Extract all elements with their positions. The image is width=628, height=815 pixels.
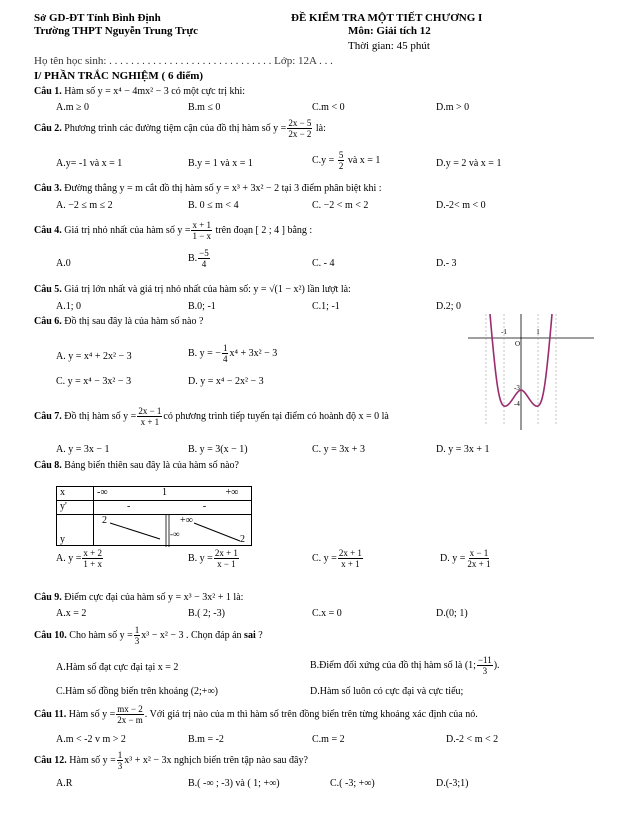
- q11-option-c: C.m = 2: [312, 734, 345, 745]
- question-12: Câu 12. Hàm số y = $\frac{1}{3}$ x³ + x² − 3x nghịch biến trên tập nào sau đây?: [34, 750, 308, 771]
- q4-option-d: D.- 3: [436, 258, 457, 269]
- q9-option-a: A.x = 2: [56, 608, 87, 619]
- q7-option-c: C. y = 3x + 3: [312, 444, 365, 455]
- vt-x-label: x: [57, 487, 94, 501]
- q7-option-b: B. y = 3(x − 1): [188, 444, 248, 455]
- exam-title: ĐỀ KIỂM TRA MỘT TIẾT CHƯƠNG I: [291, 12, 483, 24]
- vt-yprime-label: y': [57, 501, 94, 515]
- q6-option-d: D. y = x⁴ − 2x² − 3: [188, 376, 264, 387]
- question-10: Câu 10. Cho hàm số y = $\frac{1}{3}$ x³ − x² − 3 . Chọn đáp án sai ?: [34, 625, 263, 646]
- q10-option-b: B.Điểm đối xứng của đồ thị hàm số là (1; $\frac{-11}{3}$ ).: [310, 655, 500, 676]
- q8-option-c: C. y = $\frac{2x + 1}{x + 1}$: [312, 548, 362, 569]
- duration: Thời gian: 45 phút: [348, 40, 430, 52]
- q5-option-b: B.0; -1: [188, 301, 216, 312]
- vt-y-label: y: [57, 515, 94, 546]
- q1-option-b: B.m ≤ 0: [188, 102, 221, 113]
- q6-option-b: B. y = − $\frac{1}{4}$ x⁴ + 3x² − 3: [188, 343, 278, 364]
- q12-option-b: B.( -∞ ; -3) và ( 1; +∞): [188, 778, 280, 789]
- q9-option-d: D.(0; 1): [436, 608, 468, 619]
- q10-option-c: C.Hàm số đồng biến trên khoảng (2;+∞): [56, 686, 218, 697]
- q12-option-a: A.R: [56, 778, 73, 789]
- vt-yprime-signs: - -: [94, 501, 252, 515]
- tick-label-1: 1: [536, 328, 540, 336]
- q12-option-c: C.( -3; +∞): [330, 778, 375, 789]
- q4-option-a: A.0: [56, 258, 71, 269]
- q1-option-d: D.m > 0: [436, 102, 470, 113]
- q2-option-b: B.y = 1 và x = 1: [188, 158, 253, 169]
- question-2: Câu 2. Phương trình các đường tiệm cận của đồ thị hàm số y = $\frac{2x - 5}{2x - 2}$ là:: [34, 118, 326, 139]
- q4-option-b: B. $\frac{-5}{4}$: [188, 248, 209, 269]
- q11-option-d: D.-2 < m < 2: [446, 734, 499, 745]
- q3-option-b: B. 0 ≤ m < 4: [188, 200, 239, 211]
- q12-option-d: D.(-3;1): [436, 778, 469, 789]
- question-9: Câu 9. Điểm cực đại của hàm số y = x³ − 3x² + 1 là:: [34, 592, 244, 603]
- tick-label-neg4: -4: [514, 400, 520, 408]
- question-8: Câu 8. Bảng biến thiên sau đây là của hàm số nào?: [34, 460, 239, 471]
- question-5: Câu 5. Giá trị lớn nhất và giá trị nhỏ nhất của hàm số: y = √(1 − x²) lần lượt là:: [34, 284, 351, 295]
- question-7: Câu 7. Đồ thị hàm số y = $\frac{2x - 1}{x + 1}$ có phương trình tiếp tuyến tại điểm có hoành độ x = 0 là: [34, 406, 389, 427]
- q1-option-c: C.m < 0: [312, 102, 345, 113]
- q7-option-d: D. y = 3x + 1: [436, 444, 490, 455]
- q2-option-c: C.y = $\frac{5}{2}$ và x = 1: [312, 150, 381, 171]
- q8-option-b: B. y = $\frac{2x + 1}{x - 1}$: [188, 548, 238, 569]
- q5-option-c: C.1; -1: [312, 301, 340, 312]
- quartic-graph: [466, 314, 596, 430]
- student-line: Họ tên học sinh: . . . . . . . . . . . . . . . . . . . . . . . . . . . . . . Lớp: 12A . . .: [34, 55, 333, 67]
- question-4: Câu 4. Giá trị nhỏ nhất của hàm số y = $\frac{x + 1}{1 - x}$ trên đoạn [ 2 ; 4 ] bằng :: [34, 220, 313, 241]
- vt-y-row: 2 -∞ +∞ 2: [94, 515, 252, 546]
- q2-option-a: A.y= -1 và x = 1: [56, 158, 123, 169]
- question-3: Câu 3. Đường thẳng y = m cắt đồ thị hàm số y = x³ + 3x² − 2 tại 3 điểm phân biệt khi :: [34, 183, 382, 194]
- q10-option-d: D.Hàm số luôn có cực đại và cực tiểu;: [310, 686, 464, 697]
- q5-option-d: D.2; 0: [436, 301, 461, 312]
- question-11: Câu 11. Hàm số y = $\frac{mx - 2}{2x - m}$ . Với giá trị nào của m thì hàm số trên đồng biến trên từng khoảng xác định của nó.: [34, 704, 478, 725]
- q8-option-d: D. y = $\frac{x - 1}{2x + 1}$: [440, 548, 491, 569]
- tick-label-neg1: -1: [501, 328, 507, 336]
- question-6: Câu 6. Đồ thị sau đây là của hàm số nào ?: [34, 316, 204, 327]
- vt-arrows: [94, 515, 254, 547]
- q10-option-a: A.Hàm số đạt cực đại tại x = 2: [56, 662, 179, 673]
- dept-name: Sở GD-ĐT Tỉnh Bình Định: [34, 12, 161, 24]
- tick-label-neg3: -3: [514, 384, 520, 392]
- q7-option-a: A. y = 3x − 1: [56, 444, 110, 455]
- school-name: Trường THPT Nguyễn Trung Trực: [34, 25, 198, 37]
- question-1: Câu 1. Hàm số y = x⁴ − 4mx² − 3 có một cực trị khi:: [34, 86, 246, 97]
- q6-option-a: A. y = x⁴ + 2x² − 3: [56, 351, 132, 362]
- q1-option-a: A.m ≥ 0: [56, 102, 89, 113]
- q6-option-c: C. y = x⁴ − 3x² − 3: [56, 376, 132, 387]
- vt-x-values: -∞ 1 +∞: [94, 487, 252, 501]
- q9-option-b: B.( 2; -3): [188, 608, 225, 619]
- subject: Môn: Giải tích 12: [348, 25, 431, 37]
- origin-label: O: [515, 340, 521, 348]
- q3-option-c: C. −2 < m < 2: [312, 200, 369, 211]
- variation-table: [56, 486, 252, 546]
- q5-option-a: A.1; 0: [56, 301, 81, 312]
- q3-option-a: A. −2 ≤ m ≤ 2: [56, 200, 113, 211]
- q9-option-c: C.x = 0: [312, 608, 342, 619]
- q4-option-c: C. - 4: [312, 258, 335, 269]
- q3-option-d: D.-2< m < 0: [436, 200, 486, 211]
- q2-option-d: D.y = 2 và x = 1: [436, 158, 502, 169]
- q11-option-b: B.m = -2: [188, 734, 224, 745]
- section-title: I/ PHẦN TRẮC NGHIỆM ( 6 điểm): [34, 70, 204, 82]
- q8-option-a: A. y = $\frac{x + 2}{1 + x}$: [56, 548, 102, 569]
- q11-option-a: A.m < -2 v m > 2: [56, 734, 126, 745]
